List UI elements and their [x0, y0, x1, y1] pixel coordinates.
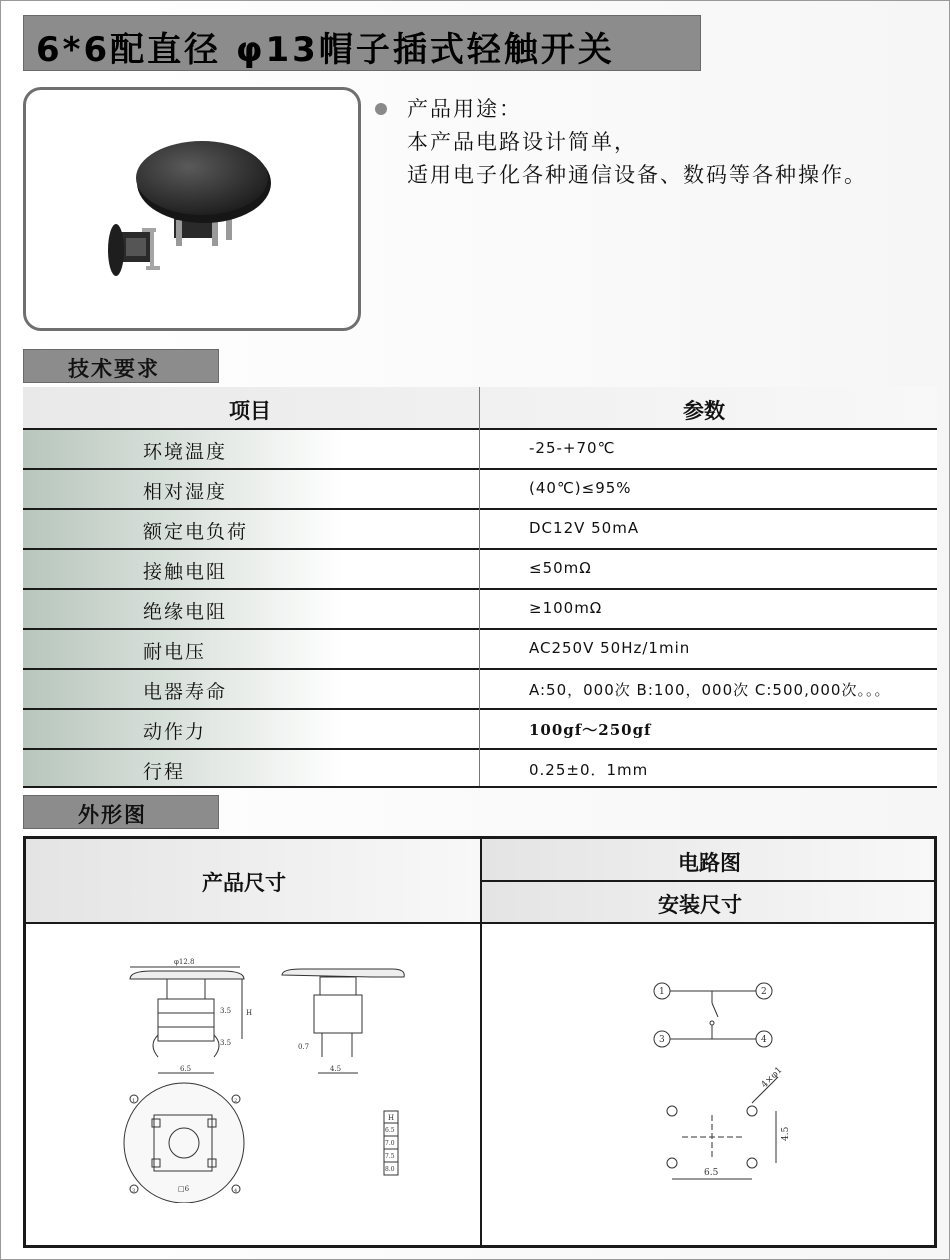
- spec-header: [23, 387, 937, 428]
- usage-line-1: 本产品电路设计简单，: [407, 130, 637, 154]
- dim-0-7-label: 0.7: [298, 1043, 310, 1051]
- bullet-icon: [375, 103, 387, 115]
- square-6-label: □6: [178, 1185, 190, 1193]
- h-value: 7.5: [385, 1153, 395, 1160]
- install-4-5-label: 4.5: [781, 1126, 791, 1141]
- usage-heading: 产品用途：: [407, 97, 522, 121]
- install-dim-header: [482, 882, 934, 922]
- circuit-install-drawing: [646, 977, 806, 1197]
- row-param: ≥100mΩ: [529, 599, 603, 617]
- pin-3-marker: 3: [132, 1188, 136, 1194]
- h-label: H: [246, 1009, 253, 1017]
- outline-drawings: [23, 836, 937, 1248]
- h-value: 7.0: [385, 1140, 395, 1147]
- page-title: 6*6配直径 φ13帽子插式轻触开关: [36, 30, 615, 70]
- table-row: [23, 428, 937, 468]
- product-dim-title: 产品尺寸: [202, 871, 286, 895]
- outline-divider: [480, 839, 482, 1245]
- row-param: DC12V 50mA: [529, 519, 640, 537]
- table-row: [23, 628, 937, 668]
- pin-4-marker: 4: [234, 1188, 238, 1194]
- column-divider: [479, 387, 480, 786]
- row-param: (40℃)≤95%: [529, 479, 632, 497]
- row-item: 相对湿度: [143, 481, 228, 503]
- table-bottom-rule: [23, 786, 937, 788]
- row-item: 行程: [143, 761, 186, 783]
- row-item: 电器寿命: [143, 681, 228, 703]
- row-item: 接触电阻: [143, 561, 228, 583]
- row-param: 100gf～250gf: [529, 721, 652, 739]
- table-row: [23, 708, 937, 748]
- table-row: [23, 468, 937, 508]
- col-item-header: 项目: [229, 399, 271, 423]
- dim-3-5b-label: 3.5: [220, 1039, 232, 1047]
- row-param: ≤50mΩ: [529, 559, 592, 577]
- product-dimension-drawing: [122, 953, 442, 1203]
- h-value: 6.5: [385, 1127, 395, 1134]
- row-param: AC250V 50Hz/1min: [529, 639, 691, 657]
- row-item: 动作力: [143, 721, 207, 743]
- h-value: 8.0: [385, 1166, 395, 1173]
- product-photo: [23, 87, 361, 331]
- product-dim-header: [26, 839, 480, 922]
- outline-divider: [482, 880, 934, 882]
- dim-6-5-label: 6.5: [180, 1065, 192, 1073]
- title-bar: [23, 15, 701, 71]
- row-item: 绝缘电阻: [143, 601, 228, 623]
- section-tech-label: [23, 349, 219, 383]
- table-row: [23, 668, 937, 708]
- diameter-label: φ12.8: [174, 958, 195, 966]
- pin-2-marker: 2: [234, 1098, 238, 1104]
- circuit-title: 电路图: [678, 851, 741, 875]
- row-item: 额定电负荷: [143, 521, 249, 543]
- table-row: [23, 588, 937, 628]
- row-param: -25-+70℃: [529, 439, 616, 457]
- section-outline-label: [23, 795, 219, 829]
- install-dim-title: 安装尺寸: [658, 893, 742, 917]
- product-photo-image: [26, 90, 358, 328]
- circuit-pin-3: 3: [659, 1035, 665, 1045]
- table-row: [23, 508, 937, 548]
- install-6-5-label: 6.5: [704, 1168, 719, 1178]
- section-tech-text: 技术要求: [68, 357, 160, 381]
- row-item: 耐电压: [143, 641, 207, 663]
- outline-divider: [26, 922, 934, 924]
- section-outline-text: 外形图: [78, 803, 147, 827]
- pin-1-marker: 1: [132, 1098, 136, 1104]
- dim-3-5a-label: 3.5: [220, 1007, 232, 1015]
- holes-label: 4×φ1: [759, 1065, 785, 1091]
- dim-4-5-label: 4.5: [330, 1065, 342, 1073]
- spec-table: [23, 387, 937, 788]
- row-param: A:50，000次 B:100，000次 C:500,000次。。。: [529, 681, 891, 699]
- col-param-header: 参数: [683, 399, 725, 423]
- row-param: 0.25±0．1mm: [529, 761, 649, 779]
- usage-line-2: 适用电子化各种通信设备、数码等各种操作。: [407, 163, 867, 187]
- circuit-pin-1: 1: [659, 987, 665, 997]
- circuit-pin-4: 4: [761, 1035, 767, 1045]
- circuit-header: [482, 839, 934, 880]
- table-row: [23, 748, 937, 788]
- row-item: 环境温度: [143, 441, 228, 463]
- circuit-pin-2: 2: [761, 987, 767, 997]
- h-table-header: H: [388, 1114, 395, 1122]
- table-row: [23, 548, 937, 588]
